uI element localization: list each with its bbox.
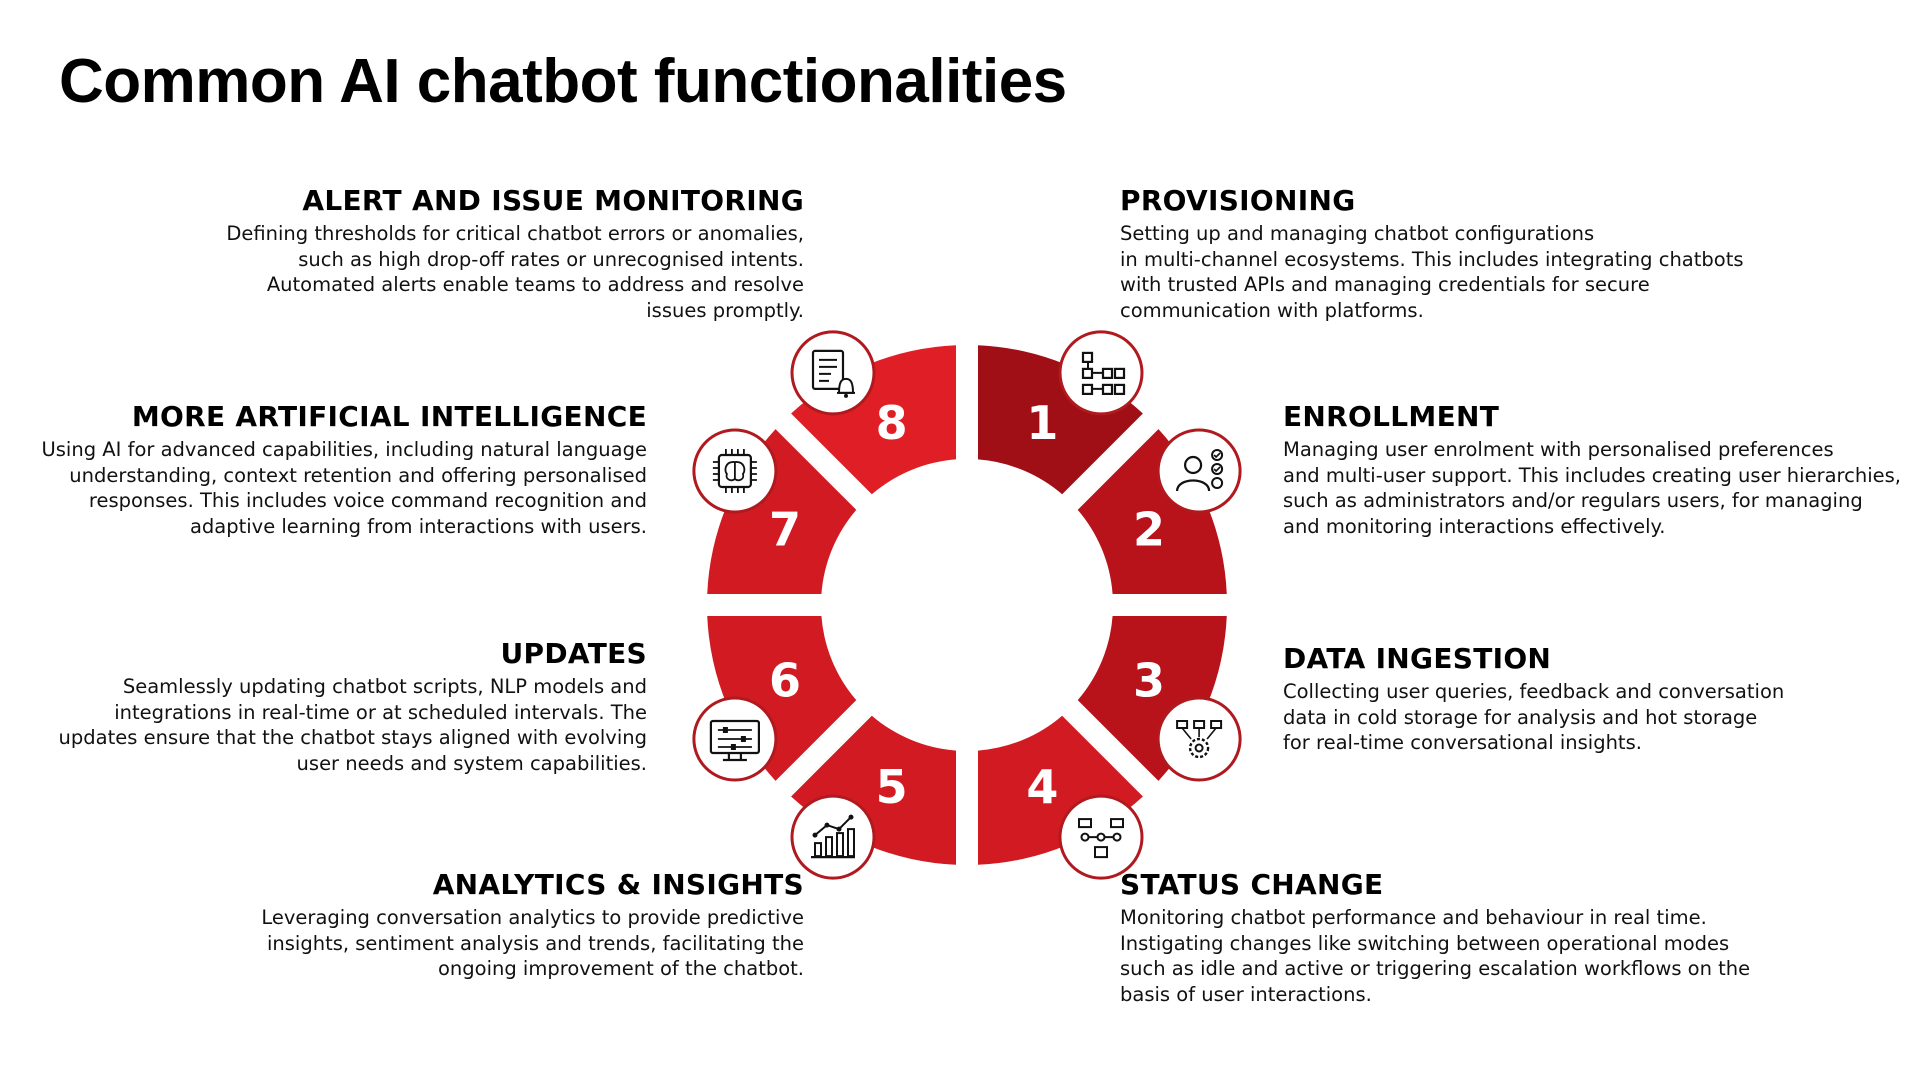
icon-badge-8 bbox=[792, 332, 874, 414]
data-ingestion-description: Collecting user queries, feedback and conversation data in cold storage for analysis and hot storage for real-time conversational insights. bbox=[1283, 680, 1785, 754]
item-more-ai bbox=[20, 400, 647, 539]
segment-number-4: 4 bbox=[1026, 760, 1059, 815]
wheel-numbers bbox=[769, 396, 1165, 814]
segment-number-2: 2 bbox=[1132, 502, 1166, 557]
item-enrollment bbox=[1283, 400, 1913, 539]
segment-number-8: 8 bbox=[875, 395, 908, 450]
item-updates bbox=[20, 637, 647, 776]
item-provisioning bbox=[1120, 184, 1840, 323]
icon-badge-2 bbox=[1158, 430, 1240, 512]
updates-heading: UPDATES bbox=[500, 637, 647, 670]
status-change-description: Monitoring chatbot performance and behaviour in real time. Instigating changes like switching between operational modes such as idle and active or triggering escalation workflows on the basis of user interactions. bbox=[1120, 906, 1751, 1006]
ai-chip-brain-icon bbox=[713, 449, 757, 493]
segment-number-5: 5 bbox=[875, 760, 908, 815]
icon-badge-6 bbox=[694, 698, 776, 780]
segment-number-1: 1 bbox=[1026, 395, 1059, 450]
alert-monitoring-description: Defining thresholds for critical chatbot errors or anomalies, such as high drop-off rates or unrecognised intents. Automated alerts enable teams to address and resolve issues promptly. bbox=[226, 222, 804, 322]
item-analytics bbox=[84, 868, 804, 982]
more-ai-description: Using AI for advanced capabilities, including natural language understanding, context retention and offering personalised responses. This includes voice command recognition and adaptive learning from interactions with users. bbox=[41, 438, 647, 538]
icon-badge-1 bbox=[1060, 332, 1142, 414]
item-data-ingestion bbox=[1283, 642, 1920, 756]
analytics-heading: ANALYTICS & INSIGHTS bbox=[432, 868, 804, 901]
updates-description: Seamlessly updating chatbot scripts, NLP models and integrations in real-time or at scheduled intervals. The updates ensure that the chatbot stays aligned with evolving user needs and system capabilities. bbox=[58, 675, 647, 775]
item-status-change bbox=[1120, 868, 1840, 1007]
icon-badge-4 bbox=[1060, 796, 1142, 878]
item-alert-monitoring bbox=[84, 184, 804, 323]
icon-badge-ring bbox=[792, 332, 874, 414]
enrollment-description: Managing user enrolment with personalised preferences and multi-user support. This includes creating user hierarchies, such as administrators and/or regulars users, for managing and monitoring interactions effectively. bbox=[1283, 438, 1901, 538]
provisioning-description: Setting up and managing chatbot configurations in multi-channel ecosystems. This includes integrating chatbots with trusted APIs and managing credentials for secure communication with platforms. bbox=[1120, 222, 1744, 322]
wheel-segments bbox=[707, 345, 1227, 865]
icon-badge-7 bbox=[694, 430, 776, 512]
enrollment-heading: ENROLLMENT bbox=[1283, 400, 1500, 433]
data-ingestion-heading: DATA INGESTION bbox=[1283, 642, 1552, 675]
wheel-icons bbox=[694, 332, 1240, 878]
segment-number-3: 3 bbox=[1132, 653, 1166, 708]
analytics-description: Leveraging conversation analytics to provide predictive insights, sentiment analysis and trends, facilitating the ongoing improvement of the chatbot. bbox=[261, 906, 804, 980]
segment-number-6: 6 bbox=[768, 653, 802, 708]
segment-number-7: 7 bbox=[768, 502, 802, 557]
alert-monitoring-heading: ALERT AND ISSUE MONITORING bbox=[302, 184, 804, 217]
icon-badge-3 bbox=[1158, 698, 1240, 780]
page-title: Common AI chatbot functionalities bbox=[59, 47, 1067, 116]
provisioning-heading: PROVISIONING bbox=[1120, 184, 1356, 217]
more-ai-heading: MORE ARTIFICIAL INTELLIGENCE bbox=[131, 400, 647, 433]
status-change-heading: STATUS CHANGE bbox=[1120, 868, 1384, 901]
icon-badge-5 bbox=[792, 796, 874, 878]
